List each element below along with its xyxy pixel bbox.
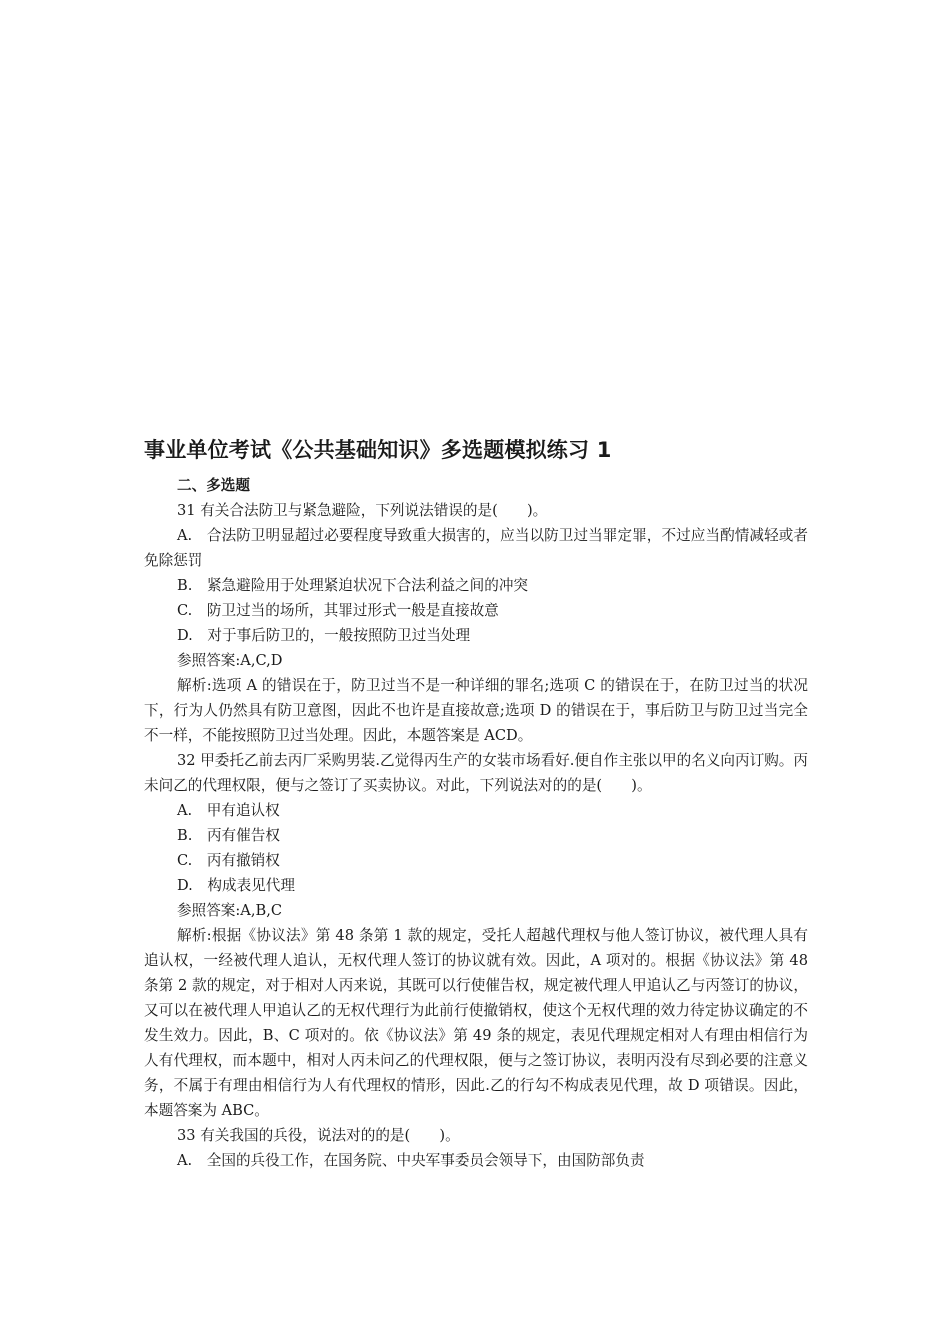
- question-31-answer: 参照答案:A,C,D: [177, 652, 283, 669]
- question-32-answer: 参照答案:A,B,C: [177, 902, 282, 919]
- question-33-option-a: A. 全国的兵役工作，在国务院、中央军事委员会领导下，由国防部负责: [177, 1152, 645, 1169]
- section-heading: 二、多选题: [177, 477, 250, 494]
- question-31-stem: 31 有关合法防卫与紧急避险，下列说法错误的是( )。: [177, 502, 548, 519]
- question-31-analysis: 解析:选项 A 的错误在于，防卫过当不是一种详细的罪名;选项 C 的错误在于，在防卫过当的状况下，行为人仍然具有防卫意图，因此不也许是直接故意;选项 D 的错误在于，事后防卫与防卫过当完全不一样，不能按照防卫过当处理。因此，本题答案是 ACD。: [144, 677, 808, 744]
- question-31-option-c: C. 防卫过当的场所，其罪过形式一般是直接故意: [177, 602, 499, 619]
- document-title: 事业单位考试《公共基础知识》多选题模拟练习 1: [144, 438, 612, 462]
- question-32-option-c: C. 丙有撤销权: [177, 852, 280, 869]
- question-32-analysis: 解析:根据《协议法》第 48 条第 1 款的规定，受托人超越代理权与他人签订协议，被代理人具有追认权，一经被代理人追认，无权代理人签订的协议就有效。因此，A 项对的。根据《协议法》第 48 条第 2 款的规定，对于相对人丙来说，其既可以行使催告权，规定被代理人甲追认乙与丙签订的协议，又可以在被代理人甲追认乙的无权代理行为此前行使撤销权，使这个无权代理的效力待定协议确定的不发生效力。因此，B、C 项对的。依《协议法》第 49 条的规定，表见代理规定相对人有理由相信行为人有代理权，而本题中，相对人丙未问乙的代理权限，便与之签订协议，表明丙没有尽到必要的注意义务，不属于有理由相信行为人有代理权的情形，因此.乙的行勾不构成表见代理，故 D 项错误。因此，本题答案为 ABC。: [144, 927, 808, 1119]
- question-32-stem: 32 甲委托乙前去丙厂采购男装.乙觉得丙生产的女装市场看好.便自作主张以甲的名义向丙订购。丙未问乙的代理权限，便与之签订了买卖协议。对此，下列说法对的的是( )。: [144, 752, 808, 794]
- question-33-stem: 33 有关我国的兵役，说法对的的是( )。: [177, 1127, 460, 1144]
- question-32-option-a: A. 甲有追认权: [177, 802, 280, 819]
- question-32-option-b: B. 丙有催告权: [177, 827, 280, 844]
- question-31-option-b: B. 紧急避险用于处理紧迫状况下合法利益之间的冲突: [177, 577, 529, 594]
- document-body: [144, 473, 808, 1173]
- question-32-option-d: D. 构成表见代理: [177, 877, 295, 894]
- question-31-option-a: A. 合法防卫明显超过必要程度导致重大损害的，应当以防卫过当罪定罪，不过应当酌情减轻或者免除惩罚: [144, 527, 808, 569]
- question-31-option-d: D. 对于事后防卫的，一般按照防卫过当处理: [177, 627, 471, 644]
